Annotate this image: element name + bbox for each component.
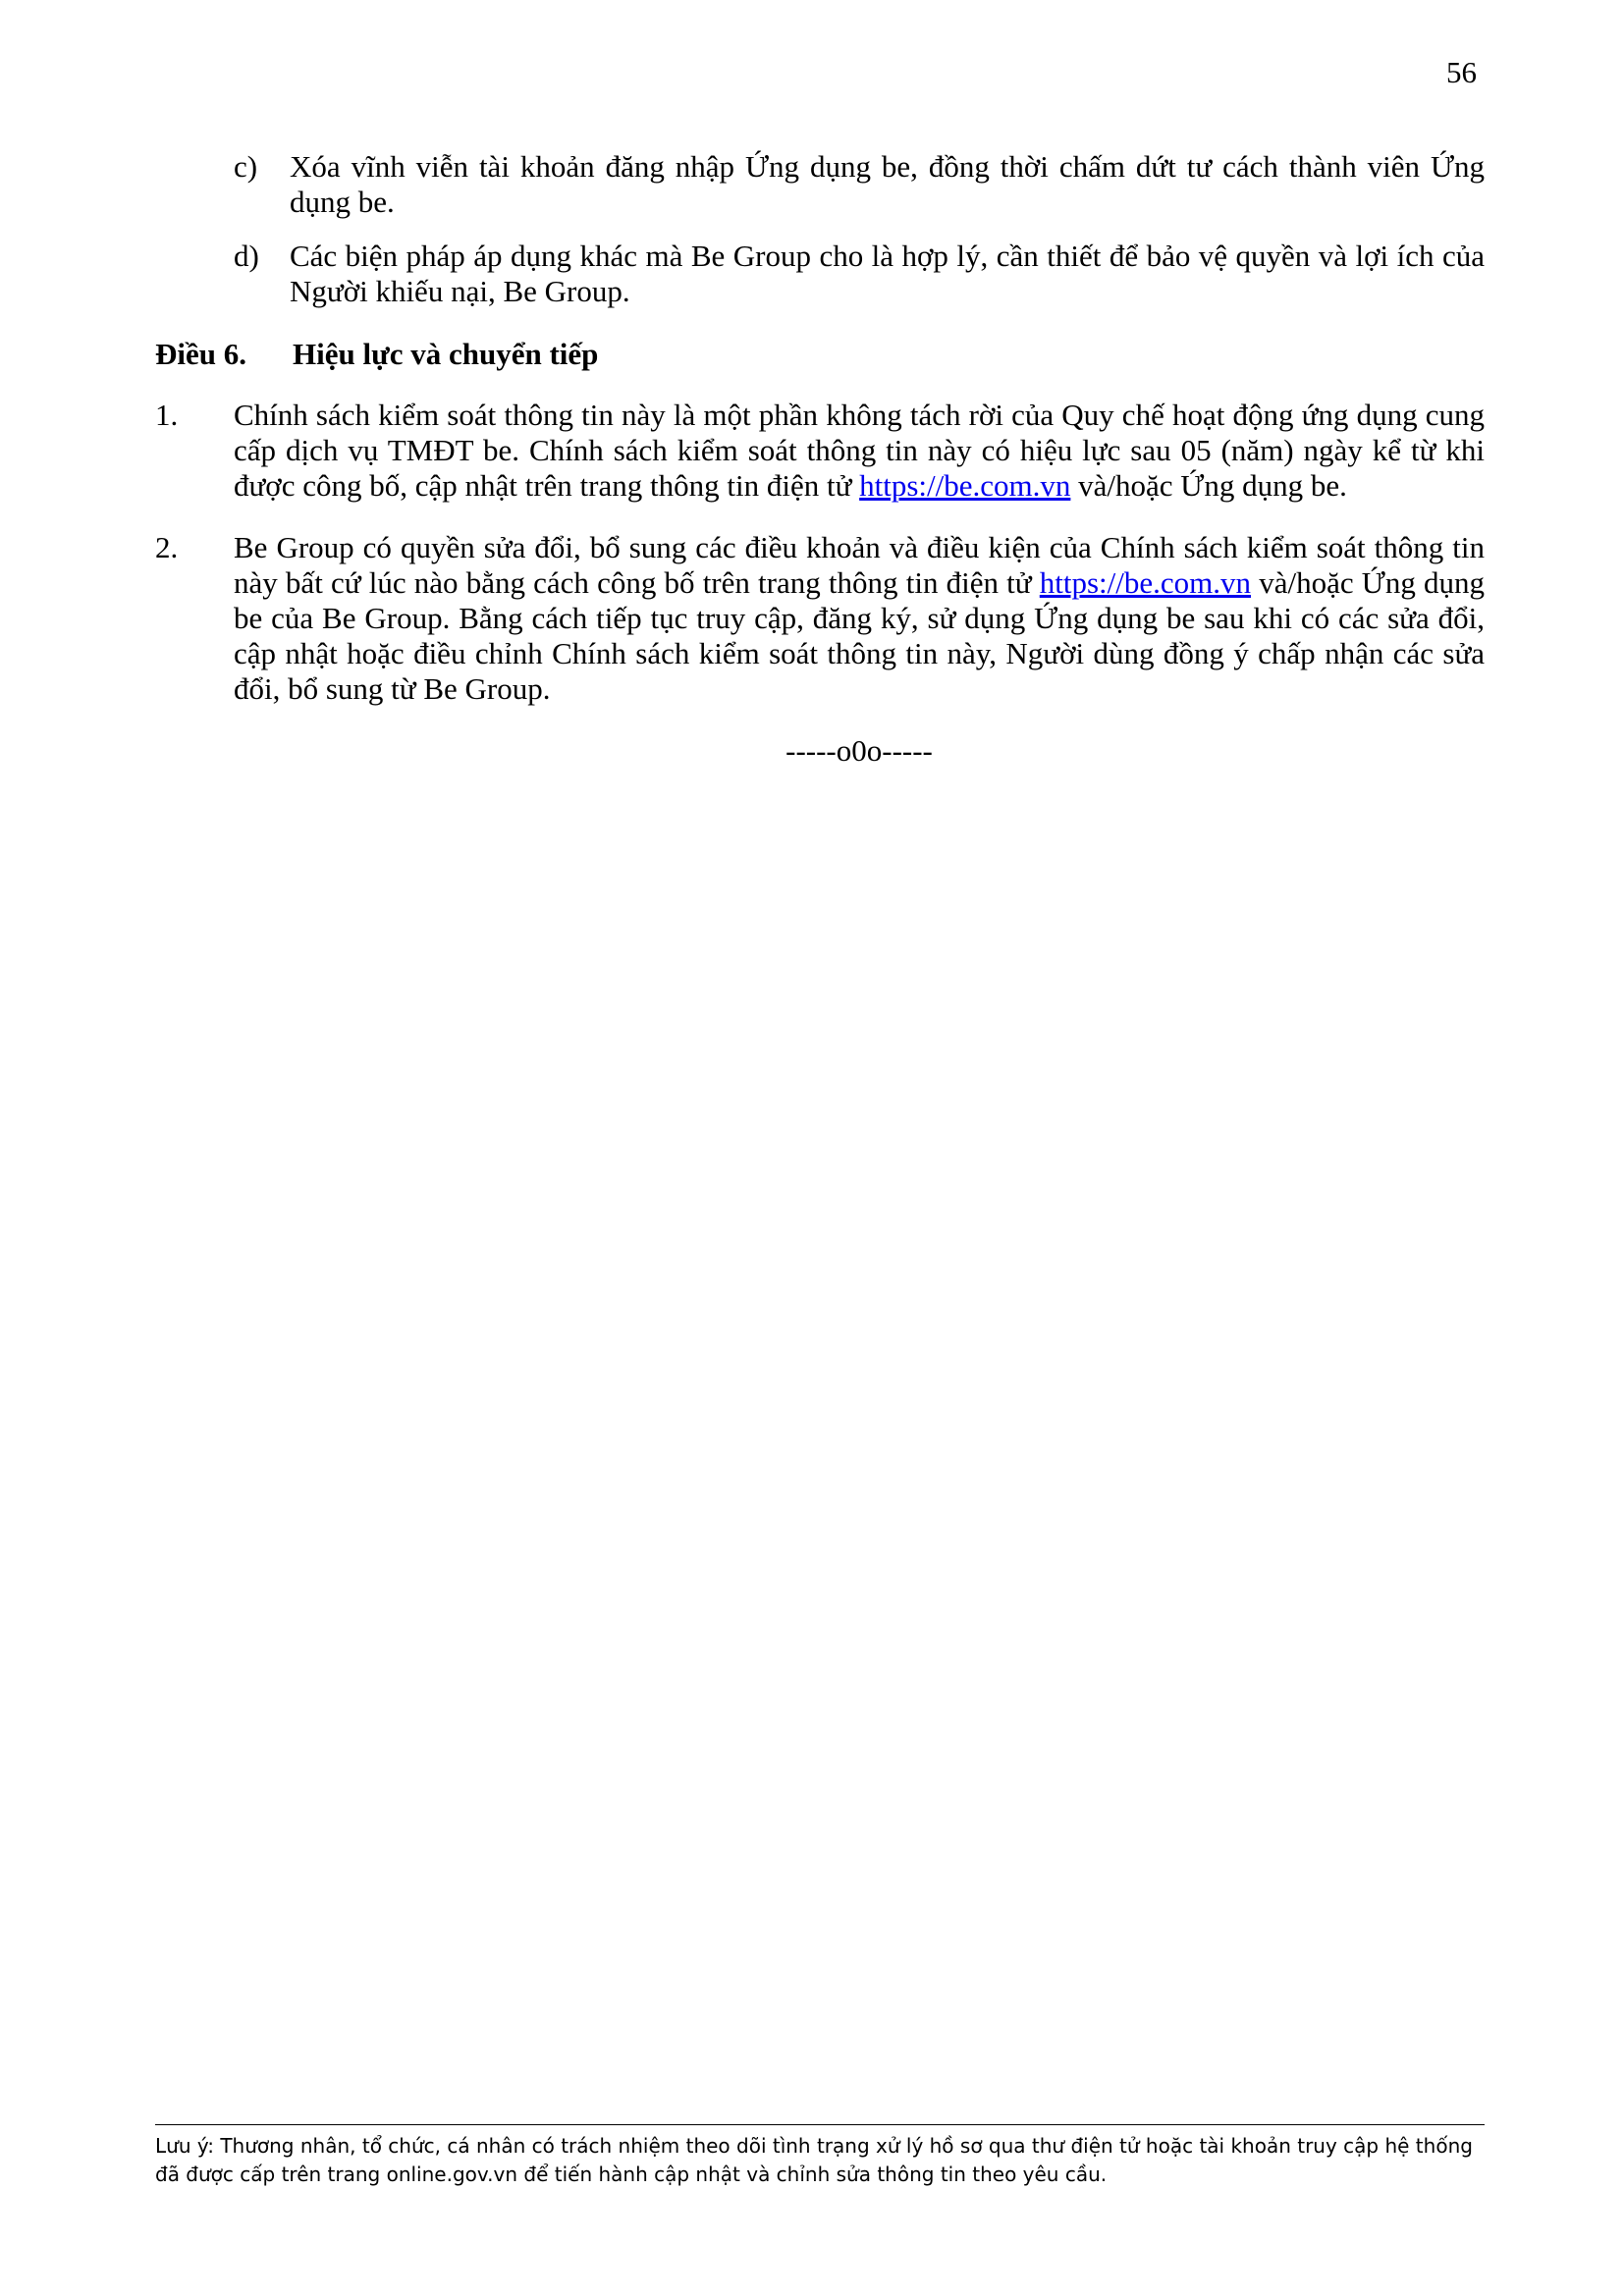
article-heading [155,337,1485,372]
website-link[interactable]: https://be.com.vn [1039,565,1252,600]
list-item-d [234,239,1485,309]
list-item-text: Các biện pháp áp dụng khác mà Be Group cho là hợp lý, cần thiết để bảo vệ quyền và lợi ích của Người khiếu nại, Be Group. [290,239,1485,308]
clause-text-after: và/hoặc Ứng dụng be của Be Group. Bằng cách tiếp tục truy cập, đăng ký, sử dụng Ứng dụng be sau khi có các sửa đổi, cập nhật hoặc điều chỉnh Chính sách kiểm soát thông tin này, Người dùng đồng ý chấp nhận các sửa đổi, bổ sung từ Be Group. [234,565,1485,706]
list-item-c [234,149,1485,220]
clause-1 [155,398,1485,504]
clause-marker: 1. [155,398,179,432]
clause-text [234,530,1485,707]
clause-text [234,398,1485,504]
clause-text-before: Be Group có quyền sửa đổi, bổ sung các điều khoản và điều kiện của Chính sách kiểm soát thông tin này bất cứ lúc nào bằng cách công bố trên trang thông tin điện tử [234,530,1485,600]
document-body [155,149,1485,769]
footer-note: Lưu ý: Thương nhân, tổ chức, cá nhân có trách nhiệm theo dõi tình trạng xử lý hồ sơ qua thư điện tử hoặc tài khoản truy cập hệ thống đã được cấp trên trang online.gov.vn để tiến hành cập nhật và chỉnh sửa thông tin theo yêu cầu. [155,2134,1473,2186]
clause-text-before: Chính sách kiểm soát thông tin này là một phần không tách rời của Quy chế hoạt động ứng dụng cung cấp dịch vụ TMĐT be. Chính sách kiểm soát thông tin này có hiệu lực sau 05 (năm) ngày kể từ khi được công bố, cập nhật trên trang thông tin điện tử [234,398,1485,503]
list-marker: c) [234,149,258,184]
clause-2 [155,530,1485,707]
article-number: Điều 6. [155,337,246,371]
clause-text-after: và/hoặc Ứng dụng be. [1070,468,1347,503]
clause-marker: 2. [155,530,179,564]
end-mark: -----o0o----- [785,733,933,768]
list-item-text: Xóa vĩnh viễn tài khoản đăng nhập Ứng dụng be, đồng thời chấm dứt tư cách thành viên Ứng dụng be. [290,149,1485,219]
website-link[interactable]: https://be.com.vn [859,468,1071,503]
footer-divider [155,2124,1485,2125]
article-title: Hiệu lực và chuyển tiếp [293,337,599,371]
list-marker: d) [234,239,259,273]
page-number: 56 [1446,55,1477,89]
